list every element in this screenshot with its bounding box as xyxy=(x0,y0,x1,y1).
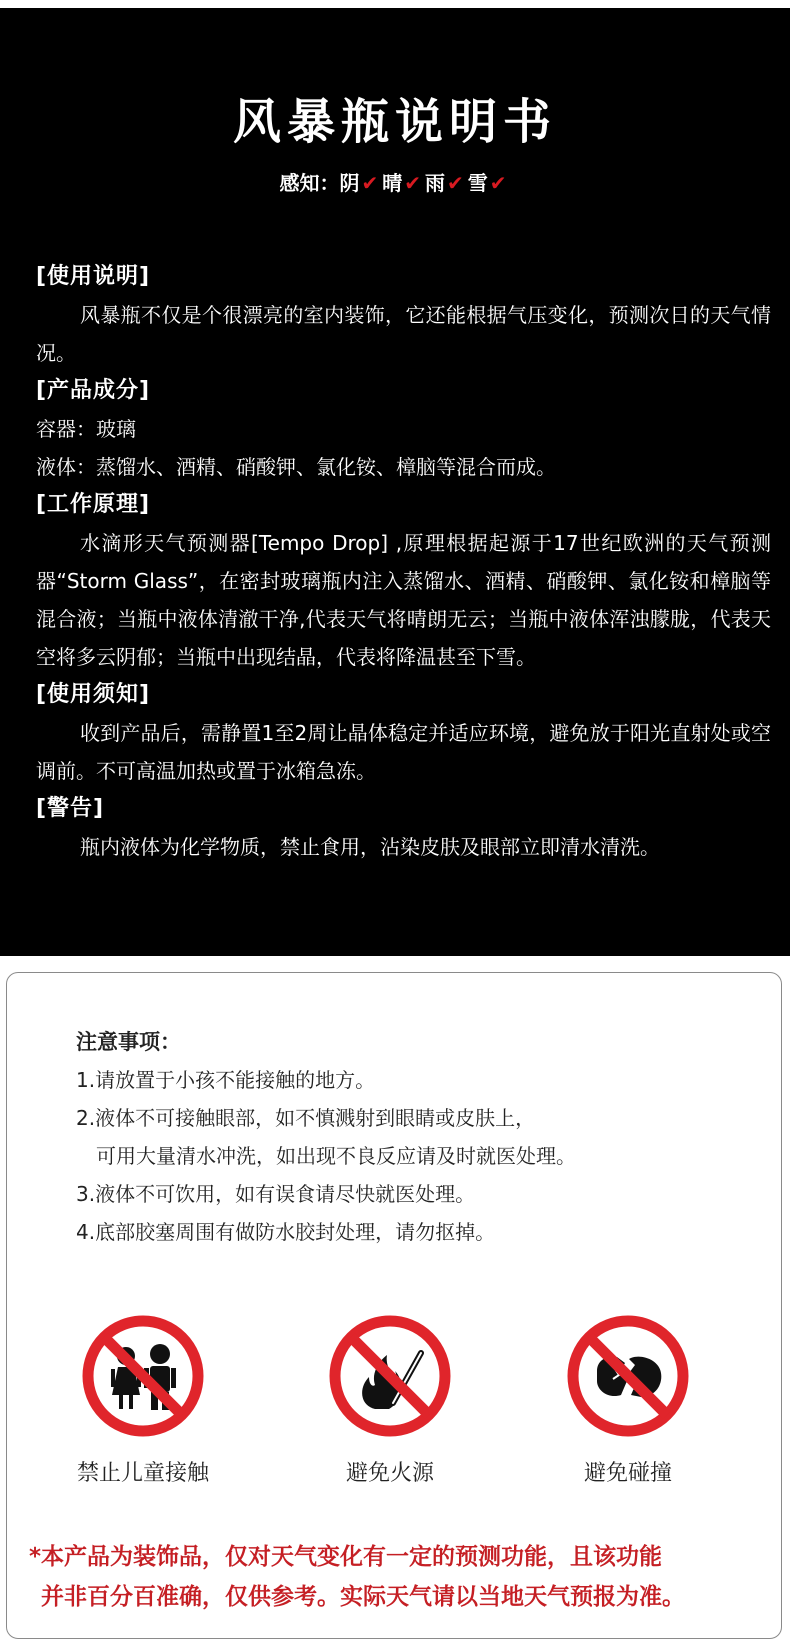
warning-signs xyxy=(7,1315,783,1485)
section-title-notes: [使用须知] xyxy=(36,682,151,707)
precaution-item: 1.请放置于小孩不能接触的地方。 xyxy=(76,1068,376,1092)
weather-snow: 雪 xyxy=(467,171,488,195)
no-children-icon xyxy=(82,1315,204,1437)
sign-no-fire xyxy=(290,1315,490,1489)
precaution-item: 3.液体不可饮用，如有误食请尽快就医处理。 xyxy=(76,1182,476,1206)
precaution-item: 4.底部胶塞周围有做防水胶封处理，请勿抠掉。 xyxy=(76,1220,496,1244)
weather-sunny: 晴 xyxy=(382,171,403,195)
weather-rain: 雨 xyxy=(425,171,445,195)
principle-text: 水滴形天气预测器[Tempo Drop] ,原理根据起源于17世纪欧洲的天气预测器“Storm Glass”，在密封玻璃瓶内注入蒸馏水、酒精、硝酸钾、氯化铵和樟脑等混合液；当瓶中液体清澈干净,代表天气将晴朗无云；当瓶中液体浑浊朦胧，代表天空将多云阴郁；当瓶中出现结晶，代表将降温甚至下雪。 xyxy=(36,531,771,669)
section-title-principle: [工作原理] xyxy=(36,492,151,517)
section-title-ingredients: [产品成分] xyxy=(36,378,151,403)
page-title: 风暴瓶说明书 xyxy=(232,94,557,150)
check-icon: ✔ xyxy=(489,171,507,195)
weather-sense-row xyxy=(0,168,790,198)
sense-label: 感知： xyxy=(279,171,340,195)
check-icon: ✔ xyxy=(404,171,421,195)
sign-label: 避免火源 xyxy=(345,1461,434,1486)
check-icon: ✔ xyxy=(447,171,464,195)
sign-label: 避免碰撞 xyxy=(583,1461,672,1486)
section-title-usage: [使用说明] xyxy=(36,264,151,289)
sign-no-collision xyxy=(528,1315,728,1489)
warning-text: 瓶内液体为化学物质，禁止食用，沾染皮肤及眼部立即清水清洗。 xyxy=(80,835,660,859)
notes-text: 收到产品后，需静置1至2周让晶体稳定并适应环境，避免放于阳光直射处或空调前。不可高温加热或置于冰箱急冻。 xyxy=(36,721,771,783)
disclaimer-line: *本产品为装饰品，仅对天气变化有一定的预测功能，且该功能 xyxy=(29,1544,663,1570)
precautions-list xyxy=(76,1023,756,1251)
precautions-card xyxy=(6,972,782,1639)
instructions-content xyxy=(36,258,771,866)
usage-text: 风暴瓶不仅是个很漂亮的室内装饰，它还能根据气压变化，预测次日的天气情况。 xyxy=(36,303,771,365)
weather-overcast: 阴 xyxy=(339,171,360,195)
ingredient-liquid: 液体：蒸馏水、酒精、硝酸钾、氯化铵、樟脑等混合而成。 xyxy=(36,455,556,479)
check-icon: ✔ xyxy=(361,171,379,195)
precaution-item: 2.液体不可接触眼部，如不慎溅射到眼睛或皮肤上， xyxy=(76,1106,536,1130)
instructions-panel xyxy=(0,8,790,956)
section-title-warning: [警告] xyxy=(36,796,105,821)
no-fire-icon xyxy=(329,1315,451,1437)
ingredient-container: 容器：玻璃 xyxy=(36,417,136,441)
disclaimer xyxy=(29,1537,769,1617)
no-collision-icon xyxy=(567,1315,689,1437)
precaution-item-continued: 可用大量清水冲洗，如出现不良反应请及时就医处理。 xyxy=(96,1144,576,1168)
precautions-title: 注意事项： xyxy=(76,1030,181,1054)
sign-label: 禁止儿童接触 xyxy=(76,1461,209,1486)
sign-no-children xyxy=(43,1315,243,1489)
disclaimer-line: 并非百分百准确，仅供参考。实际天气请以当地天气预报为准。 xyxy=(41,1584,685,1610)
